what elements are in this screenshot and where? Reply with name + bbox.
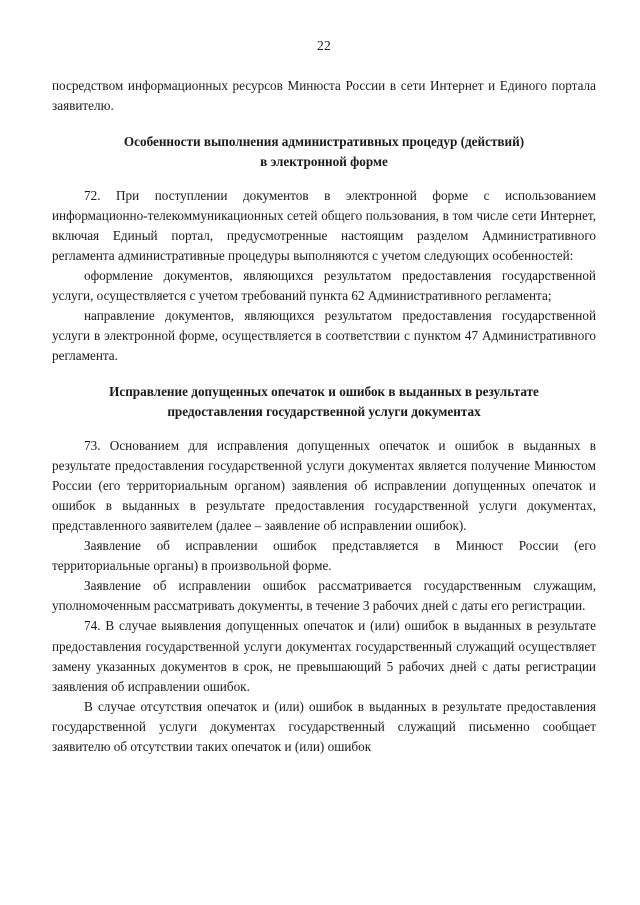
paragraph-73-sub-b: Заявление об исправлении ошибок рассматривается государственным служащим, уполномоченным рассматривать документы, в течение 3 рабочих дней с даты его регистрации. — [52, 578, 596, 614]
page-number: 22 — [317, 38, 331, 53]
paragraph-73: 73. Основанием для исправления допущенных опечаток и ошибок в выданных в результате предоставления государственной услуги документах является получение Минюстом России (его территориальным органом) заявления об исправлении допущенных опечаток и ошибок в выданных в результате предоставления государственной услуги документах, представленного заявителем (далее – заявление об исправлении ошибок). — [52, 437, 596, 534]
paragraph-72-item-b: направление документов, являющихся результатом предоставления государственной услуги в электронной форме, осуществляется в соответствии с пунктом 47 Административного регламента. — [52, 308, 596, 364]
paragraph-intro: посредством информационных ресурсов Минюста России в сети Интернет и Единого портала заявителю. — [52, 78, 596, 114]
paragraph-72-item-a: оформление документов, являющихся результатом предоставления государственной услуги, осуществляется с учетом требований пункта 62 Административного регламента; — [52, 267, 596, 304]
paragraph-73-sub-a: Заявление об исправлении ошибок представляется в Минюст России (его территориальные органы) в произвольной форме. — [52, 538, 596, 574]
heading-line-2: в электронной форме — [260, 153, 388, 169]
section-heading-corrections — [52, 382, 596, 422]
paragraph-72: 72. При поступлении документов в электронной форме с использованием информационно-телекоммуникационных сетей общего пользования, в том числе сети Интернет, включая Единый портал, предусмотренные настоящим разделом Административного регламента административные процедуры выполняются с учетом следующих особенностей: — [52, 187, 596, 263]
paragraph-74: 74. В случае выявления допущенных опечаток и (или) ошибок в выданных в результате предоставления государственной услуги документах государственный служащий осуществляет замену указанных документов в срок, не превышающий 5 рабочих дней с даты регистрации заявления об исправлении ошибок. — [52, 618, 596, 694]
section-heading-electronic-form — [52, 132, 596, 172]
heading-line-1: Особенности выполнения административных процедур (действий) — [123, 134, 525, 150]
paragraph-74-sub-a: В случае отсутствия опечаток и (или) ошибок в выданных в результате предоставления государственной услуги документах государственный служащий письменно сообщает заявителю об отсутствии таких опечаток и (или) ошибок — [52, 698, 596, 754]
heading-line-2: предоставления государственной услуги документах — [167, 404, 481, 420]
heading-line-1: Исправление допущенных опечаток и ошибок в выданных в результате — [109, 384, 539, 400]
